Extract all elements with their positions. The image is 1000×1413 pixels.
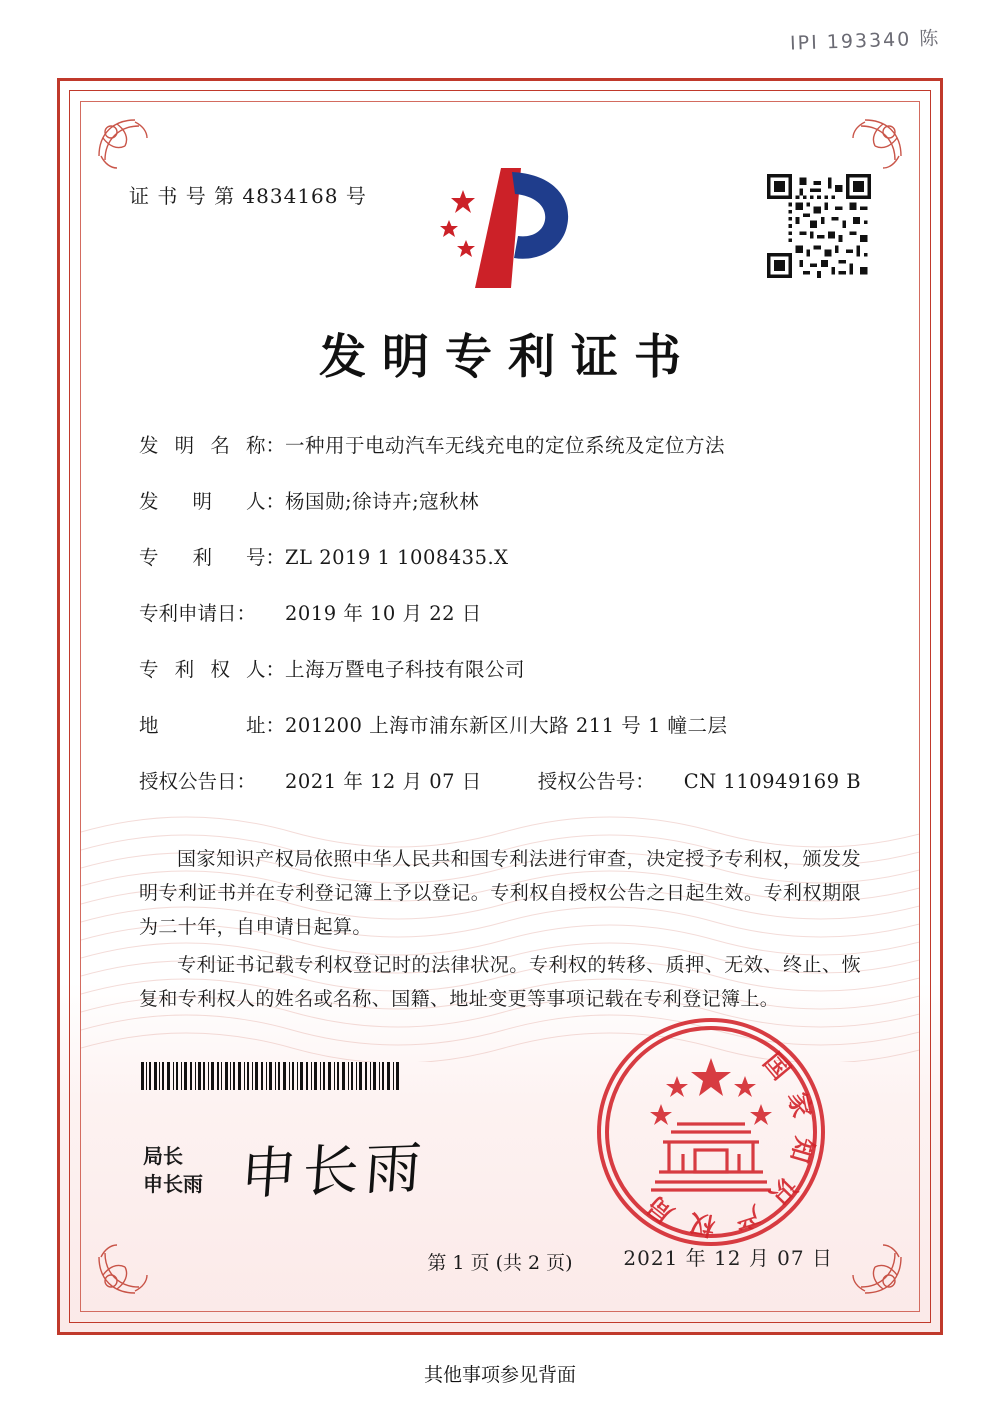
footer-note: 其他事项参见背面 <box>423 1364 576 1386</box>
certificate-inner-border <box>80 101 920 1312</box>
field-row-application-date <box>139 598 861 626</box>
barcode <box>141 1062 399 1090</box>
field-row-patent-number <box>139 542 861 570</box>
field-label: 发 明 名 称： <box>139 434 285 457</box>
cnipa-p-logo-icon <box>415 162 585 292</box>
field-label: 发 明 人： <box>139 490 285 513</box>
page-indicator: 第 1 页 (共 2 页) <box>427 1252 573 1274</box>
field-value-application-date: 2019 年 10 月 22 日 <box>285 602 482 625</box>
field-value-invention-name: 一种用于电动汽车无线充电的定位系统及定位方法 <box>285 434 726 457</box>
field-row-invention-name <box>139 430 861 458</box>
field-value-inventors: 杨国勋;徐诗卉;寇秋林 <box>285 490 480 513</box>
handwritten-signature: 申长雨 <box>238 1135 430 1208</box>
field-row-inventors <box>139 486 861 514</box>
handwritten-annotation: IPI 193340 陈 <box>789 27 941 55</box>
qr-code <box>767 174 871 278</box>
field-list <box>139 430 861 822</box>
field-value-patent-number: ZL 2019 1 1008435.X <box>285 546 509 569</box>
signature-block <box>143 1142 203 1198</box>
field-label-announcement-number: 授权公告号： <box>537 770 655 793</box>
corner-ornament-icon <box>95 116 169 190</box>
certificate-number: 证 书 号 第 4834168 号 <box>129 184 367 208</box>
field-row-address <box>139 710 861 738</box>
field-label: 专利申请日： <box>139 602 257 625</box>
field-label: 专 利 权 人： <box>139 658 285 681</box>
field-label-announcement-date: 授权公告日： <box>139 770 257 793</box>
seal-text: 国家知识产权局 <box>628 1047 820 1241</box>
field-value-announcement-date: 2021 年 12 月 07 日 <box>285 770 482 793</box>
seal-date: 2021 年 12 月 07 日 <box>623 1246 833 1270</box>
field-row-patentee <box>139 654 861 682</box>
legal-text <box>139 842 861 1020</box>
director-name: 申长雨 <box>143 1172 203 1196</box>
certificate-frame <box>57 78 943 1335</box>
paragraph-2: 专利证书记载专利权登记时的法律状况。专利权的转移、质押、无效、终止、恢复和专利权人的姓名或名称、国籍、地址变更等事项记载在专利登记簿上。 <box>139 954 861 1010</box>
paragraph-1: 国家知识产权局依照中华人民共和国专利法进行审查，决定授予专利权，颁发发明专利证书并在专利登记簿上予以登记。专利权自授权公告之日起生效。专利权期限为二十年，自申请日起算。 <box>139 848 861 938</box>
field-label: 地 址： <box>139 714 285 737</box>
director-title: 局长 <box>143 1144 183 1168</box>
field-value-address: 201200 上海市浦东新区川大路 211 号 1 幢二层 <box>285 714 728 737</box>
field-label: 专 利 号： <box>139 546 285 569</box>
field-value-patentee: 上海万暨电子科技有限公司 <box>285 658 526 681</box>
field-row-announcement <box>139 766 861 794</box>
page-title: 发明专利证书 <box>319 330 697 385</box>
field-value-announcement-number: CN 110949169 B <box>683 770 862 793</box>
official-seal-icon <box>591 1012 831 1252</box>
